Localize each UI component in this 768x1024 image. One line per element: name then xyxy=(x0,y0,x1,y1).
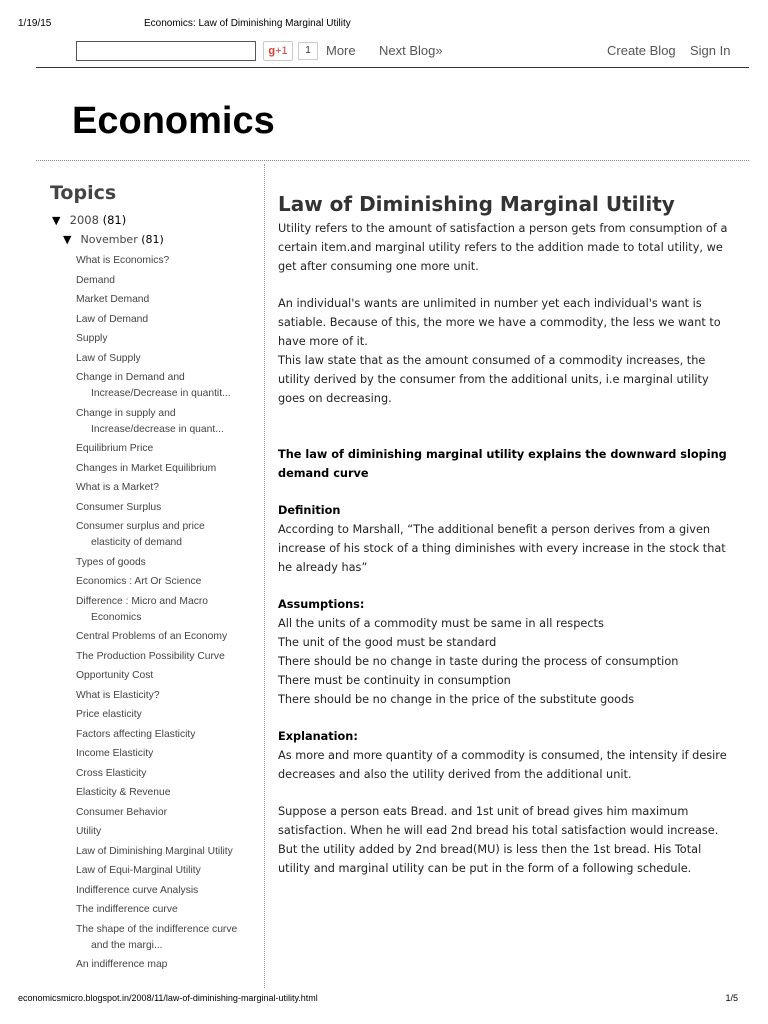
post-link-text[interactable]: Income Elasticity xyxy=(76,748,154,759)
sign-in-link[interactable]: Sign In xyxy=(690,43,731,58)
post-link-text[interactable]: Elasticity & Revenue xyxy=(76,787,171,798)
post-link-text-wrap[interactable]: Increase/decrease in quant... xyxy=(91,423,224,435)
post-link-text-wrap[interactable]: elasticity of demand xyxy=(91,537,183,548)
blogger-navbar xyxy=(36,40,749,68)
post-link-text[interactable]: Utility xyxy=(76,826,102,837)
print-date: 1/19/15 xyxy=(18,18,52,29)
archive-year-link[interactable]: 2008 xyxy=(69,213,99,227)
assumptions-heading: Assumptions: xyxy=(278,598,365,611)
archive-month-link[interactable]: November xyxy=(80,233,138,246)
archive-post-link[interactable] xyxy=(76,441,260,457)
triangle-down-icon[interactable]: ▼ xyxy=(63,233,72,246)
post-link-text[interactable]: Supply xyxy=(76,333,108,344)
post-link-text[interactable]: Factors affecting Elasticity xyxy=(76,728,196,740)
post-link-text[interactable]: Price elasticity xyxy=(76,709,142,720)
archive-year-2008[interactable] xyxy=(52,213,260,233)
post-link-text[interactable]: Types of goods xyxy=(76,556,146,568)
post-link-text[interactable]: Consumer Surplus xyxy=(76,501,162,513)
post-link-text[interactable]: The indifference curve xyxy=(76,904,178,915)
post-link-text[interactable]: What is Elasticity? xyxy=(76,689,160,701)
post-paragraph: This law state that as the amount consumed of a commodity increases, the utility derived by the consumer from the additional units, i.e marginal utility goes on decreasing. xyxy=(278,354,709,405)
assumption-item: There should be no change in taste during the process of consumption xyxy=(278,655,679,668)
archive-post-link[interactable] xyxy=(76,727,260,743)
post-link-text-wrap[interactable]: Economics xyxy=(91,611,142,623)
post-link-text[interactable]: Law of Demand xyxy=(76,313,149,325)
archive-post-link[interactable] xyxy=(76,902,260,918)
post-title[interactable]: Law of Diminishing Marginal Utility xyxy=(278,192,675,216)
post-link-text-wrap[interactable]: Increase/Decrease in quantit... xyxy=(91,388,231,399)
archive-post-link[interactable] xyxy=(76,519,260,551)
g-icon: g xyxy=(268,45,276,57)
archive-post-link[interactable] xyxy=(76,292,260,308)
archive-post-link[interactable] xyxy=(76,805,260,821)
post-link-text[interactable]: Opportunity Cost xyxy=(76,670,154,681)
archive-post-link[interactable] xyxy=(76,500,260,516)
post-link-text[interactable]: The shape of the indifference curve xyxy=(76,923,238,935)
post-link-text[interactable]: Difference : Micro and Macro xyxy=(76,595,209,607)
post-link-text[interactable]: Indifference curve Analysis xyxy=(76,884,199,896)
gplus-label: +1 xyxy=(275,45,288,57)
archive-post-list xyxy=(76,253,260,973)
archive-post-link[interactable] xyxy=(76,863,260,879)
archive-post-link[interactable] xyxy=(76,351,260,367)
post-link-text-wrap[interactable]: and the margi... xyxy=(91,939,163,951)
post-link-text[interactable]: What is Economics? xyxy=(76,255,170,266)
sidebar-heading: Topics xyxy=(50,182,117,204)
sidebar-archive xyxy=(50,182,260,977)
print-page-number: 1/5 xyxy=(725,993,738,1003)
gplus-button[interactable] xyxy=(263,41,293,61)
print-title: Economics: Law of Diminishing Marginal Utility xyxy=(144,18,351,29)
post-link-text[interactable]: Law of Supply xyxy=(76,352,141,364)
post-link-text[interactable]: Demand xyxy=(76,274,115,286)
post-link-text[interactable]: An indifference map xyxy=(76,959,168,970)
column-divider xyxy=(264,164,265,988)
archive-post-link[interactable] xyxy=(76,370,260,402)
archive-post-link[interactable] xyxy=(76,922,260,954)
post-link-text[interactable]: Market Demand xyxy=(76,294,150,305)
archive-post-link[interactable] xyxy=(76,707,260,723)
post-body xyxy=(278,192,728,878)
assumption-item: The unit of the good must be standard xyxy=(278,636,497,649)
archive-post-link[interactable] xyxy=(76,331,260,347)
archive-post-link[interactable] xyxy=(76,668,260,684)
archive-month-count: (81) xyxy=(141,233,164,246)
post-link-text[interactable]: Law of Equi-Marginal Utility xyxy=(76,865,201,876)
post-paragraph: Utility refers to the amount of satisfaction a person gets from consumption of a certain item.and marginal utility refers to the addition made to total utility, we get after consuming one more unit. xyxy=(278,222,728,273)
assumption-item: There should be no change in the price of the substitute goods xyxy=(278,693,635,706)
archive-post-link[interactable] xyxy=(76,649,260,665)
archive-post-link[interactable] xyxy=(76,312,260,328)
archive-post-link[interactable] xyxy=(76,746,260,762)
post-link-text[interactable]: Consumer Behavior xyxy=(76,806,167,818)
post-link-text[interactable]: Cross Elasticity xyxy=(76,767,147,779)
post-link-text[interactable]: Changes in Market Equilibrium xyxy=(76,462,217,474)
post-link-text[interactable]: Consumer surplus and price xyxy=(76,521,205,532)
archive-post-link[interactable] xyxy=(76,957,260,973)
archive-post-link[interactable] xyxy=(76,629,260,645)
post-link-text[interactable]: Change in supply and xyxy=(76,407,176,419)
post-link-text[interactable]: Change in Demand and xyxy=(76,372,185,383)
example-text: Suppose a person eats Bread. and 1st unit of bread gives him maximum satisfaction. When he will ead 2nd bread his total satisfaction would increase. But the utility added by 2nd bread(MU) is less then the 1st bread. His Total utility and marginal utility can be put in the form of a following schedule. xyxy=(278,805,719,875)
post-link-text[interactable]: Economics : Art Or Science xyxy=(76,576,202,587)
archive-post-link[interactable] xyxy=(76,406,260,438)
assumption-item: There must be continuity in consumption xyxy=(278,674,511,687)
explanation-heading: Explanation: xyxy=(278,730,358,743)
search-input[interactable] xyxy=(76,41,256,61)
blog-title[interactable]: Economics xyxy=(72,100,275,142)
archive-year-count: (81) xyxy=(102,213,127,227)
definition-text: According to Marshall, “The additional benefit a person derives from a given increase of his stock of a thing diminishes with every increase in the stock that he already has” xyxy=(278,523,726,574)
header-divider xyxy=(36,160,749,161)
archive-post-link[interactable] xyxy=(76,594,260,626)
create-blog-link[interactable]: Create Blog xyxy=(607,43,676,58)
archive-post-link[interactable] xyxy=(76,253,260,269)
post-link-text[interactable]: Central Problems of an Economy xyxy=(76,631,228,642)
more-link[interactable]: More xyxy=(326,43,356,58)
post-link-text[interactable]: Equilibrium Price xyxy=(76,443,154,454)
explanation-text: As more and more quantity of a commodity is consumed, the intensity if desire decreases and also the utility derived from the additional unit. xyxy=(278,749,727,781)
triangle-down-icon[interactable]: ▼ xyxy=(52,214,61,227)
assumption-item: All the units of a commodity must be same in all respects xyxy=(278,617,604,630)
gplus-count: 1 xyxy=(298,42,318,60)
next-blog-link[interactable]: Next Blog» xyxy=(379,43,443,58)
archive-post-link[interactable] xyxy=(76,824,260,840)
post-link-text[interactable]: What is a Market? xyxy=(76,482,159,493)
post-link-text[interactable]: The Production Possibility Curve xyxy=(76,650,225,662)
archive-post-link[interactable] xyxy=(76,688,260,704)
print-url: economicsmicro.blogspot.in/2008/11/law-of-diminishing-marginal-utility.html xyxy=(18,993,318,1003)
archive-post-link[interactable] xyxy=(76,574,260,590)
archive-post-link[interactable] xyxy=(76,555,260,571)
post-link-text[interactable]: Law of Diminishing Marginal Utility xyxy=(76,845,233,857)
definition-heading: Definition xyxy=(278,504,341,517)
archive-post-link[interactable] xyxy=(76,273,260,289)
archive-post-link[interactable] xyxy=(76,844,260,860)
post-paragraph: An individual's wants are unlimited in number yet each individual's want is satiable. Because of this, the more we have a commodity, the less we want to have more of it. xyxy=(278,297,721,348)
archive-post-link[interactable] xyxy=(76,766,260,782)
post-subheading: The law of diminishing marginal utility explains the downward sloping demand curve xyxy=(278,448,727,480)
archive-post-link[interactable] xyxy=(76,461,260,477)
archive-post-link[interactable] xyxy=(76,480,260,496)
archive-month-november[interactable] xyxy=(63,233,260,253)
archive-post-link[interactable] xyxy=(76,785,260,801)
archive-post-link[interactable] xyxy=(76,883,260,899)
